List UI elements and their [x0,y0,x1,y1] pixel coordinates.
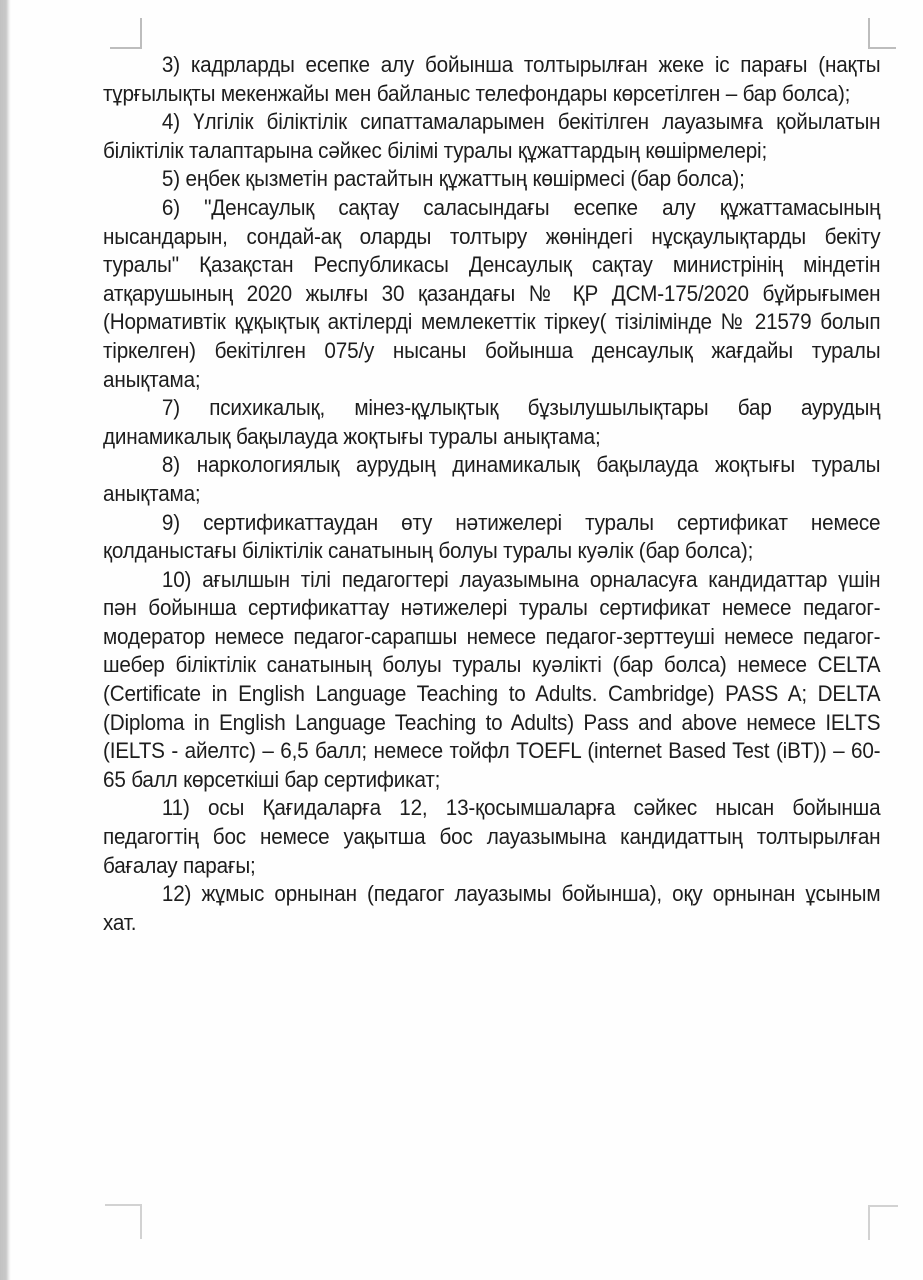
paragraph-item-6 [103,194,880,394]
scan-edge-strip [0,0,11,1280]
item-text: еңбек қызметін растайтын құжаттың көшірмесі (бар болса); [185,166,745,192]
item-number: 12) [161,881,192,907]
item-number: 11) [161,795,190,821]
item-text: ағылшын тілі педагогтері лауазымына орналасуға кандидаттар үшін пән бойынша сертификаттау нәтижелері туралы сертификат немесе педагог-модератор немесе педагог-сарапшы немесе педагог-зерттеуші немесе педагог-шебер біліктілік санатының болуы туралы куәлікті (бар болса) немесе CELTA (Certificate in English Language Teaching to Adults. Cambridge) PASS A; DELTA (Diploma in English Language Teaching to Adults) Pass and above немесе IELTS (IELTS - айелтс) – 6,5 балл; немесе тойфл TOEFL (internet Based Test (iBT)) – 60-65 балл көрсеткіші бар сертификат; [103,566,881,792]
item-number: 8) [161,452,180,478]
item-text: сертификаттаудан өту нәтижелері туралы сертификат немесе қолданыстағы біліктілік санатының болуы туралы куәлік (бар болса); [103,509,881,564]
text-boundary-mark-bottom-right [868,1205,898,1240]
paragraph-item-9 [103,509,880,566]
item-number: 4) [161,109,180,135]
paragraph-item-7 [103,394,880,451]
paragraph-item-3 [103,51,880,108]
document-body-text [103,51,880,937]
item-number: 9) [161,509,180,535]
text-boundary-mark-top-left [110,18,142,49]
item-text: кадрларды есепке алу бойынша толтырылған жеке іс парағы (нақты тұрғылықты мекенжайы мен байланыс телефондары көрсетілген – бар болса); [103,52,881,106]
paragraph-item-5 [103,165,880,194]
item-text: осы Қағидаларға 12, 13-қосымшаларға сәйкес нысан бойынша педагогтің бос немесе уақытша бос лауазымына кандидаттың толтырылған бағалау парағы; [103,795,881,878]
item-number: 10) [161,566,192,592]
item-text: Үлгілік біліктілік сипаттамаларымен бекітілген лауазымға қойылатын біліктілік талаптарына сәйкес білімі туралы құжаттардың көшірмелері; [103,109,881,163]
item-number: 6) [161,194,180,220]
item-number: 5) [161,166,180,192]
paragraph-item-11 [103,794,880,880]
item-text: наркологиялық аурудың динамикалық бақылауда жоқтығы туралы анықтама; [103,452,881,506]
paragraph-item-12 [103,880,880,937]
text-boundary-mark-top-right [868,18,896,49]
text-boundary-mark-bottom-left [105,1204,142,1239]
item-number: 7) [161,395,180,421]
paragraph-item-4 [103,108,880,165]
paragraph-item-10 [103,566,880,795]
item-text: жұмыс орнынан (педагог лауазымы бойынша), оқу орнынан ұсыным хат. [103,881,881,935]
paragraph-item-8 [103,451,880,508]
item-text: "Денсаулық сақтау саласындағы есепке алу құжаттамасының нысандарын, сондай-ақ оларды толтыру жөніндегі нұсқаулықтарды бекіту туралы" Қазақстан Республикасы Денсаулық сақтау министрінің міндетін атқарушының 2020 жылғы 30 қазандағы № ҚР ДСМ-175/2020 бұйрығымен (Нормативтік құқықтық актілерді мемлекеттік тіркеу( тізілімінде № 21579 болып тіркелген) бекітілген 075/у нысаны бойынша денсаулық жағдайы туралы анықтама; [103,194,881,392]
item-number: 3) [161,52,180,77]
item-text: психикалық, мінез-құлықтық бұзылушылықтары бар аурудың динамикалық бақылауда жоқтығы туралы анықтама; [103,395,881,449]
